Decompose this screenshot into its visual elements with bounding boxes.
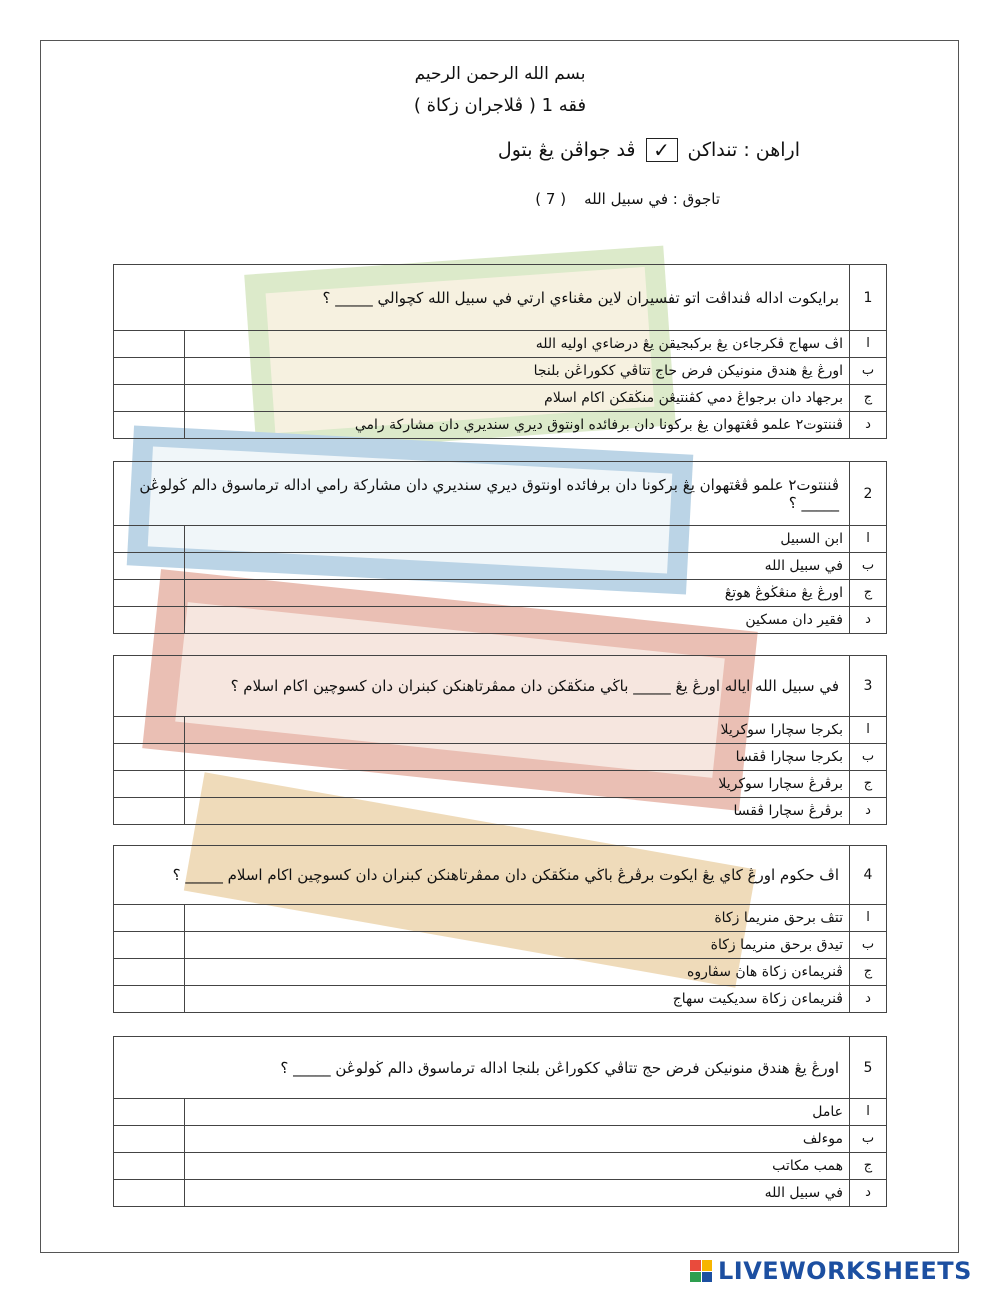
question-text: اورڠ يڠ هندق منونيکن فرض حج تتاڤي ککوراڠن بلنجا اداله ترماسوق دالم ڬولوڠن _____ ؟ bbox=[280, 1058, 839, 1077]
option-text: همب مکاتب bbox=[184, 1153, 849, 1179]
liveworksheets-logo[interactable] bbox=[690, 1258, 990, 1284]
basmalah-heading: بسم الله الرحمن الرحيم bbox=[414, 64, 586, 84]
answer-box[interactable] bbox=[114, 986, 184, 1012]
question-row bbox=[114, 1037, 886, 1099]
option-row[interactable] bbox=[114, 744, 886, 771]
option-row[interactable] bbox=[114, 580, 886, 607]
answer-box[interactable] bbox=[114, 412, 184, 438]
option-text: بکرجا سچارا سوکريلا bbox=[184, 717, 849, 743]
answer-box[interactable] bbox=[114, 1153, 184, 1179]
liveworksheets-logo-icon bbox=[690, 1260, 712, 1282]
option-text: ڤنريماءن زکاة سديکيت سهاج bbox=[184, 986, 849, 1012]
question-row bbox=[114, 265, 886, 331]
topic-row bbox=[460, 190, 720, 208]
option-text: تتڤ برحق منريما زکاة bbox=[184, 905, 849, 931]
option-letter: ا bbox=[849, 717, 886, 743]
option-text: ڤننتوت٢ علمو ڤڠتهوان يڠ برکونا دان برفائده اونتوق ديري سنديري دان مشارکة رامي bbox=[184, 412, 849, 438]
option-letter: ج bbox=[849, 959, 886, 985]
option-row[interactable] bbox=[114, 986, 886, 1012]
answer-box[interactable] bbox=[114, 526, 184, 552]
option-letter: ج bbox=[849, 771, 886, 797]
option-letter: د bbox=[849, 1180, 886, 1206]
answer-box[interactable] bbox=[114, 717, 184, 743]
option-text: في سبيل الله bbox=[184, 553, 849, 579]
option-letter: ا bbox=[849, 526, 886, 552]
question-1 bbox=[113, 264, 887, 439]
option-text: في سبيل الله bbox=[184, 1180, 849, 1206]
option-row[interactable] bbox=[114, 358, 886, 385]
question-row bbox=[114, 846, 886, 905]
option-row[interactable] bbox=[114, 412, 886, 438]
answer-box[interactable] bbox=[114, 1180, 184, 1206]
question-text: في سبيل الله اياله اورڠ يڠ _____ باڬي منڬقکن دان ممڤرتاهنکن کبنران دان کسوچين اکام اسلام ؟ bbox=[230, 677, 839, 695]
question-text: ڤننتوت٢ علمو ڤڠتهوان يڠ برکونا دان برفائده اونتوق ديري سنديري دان مشارکة رامي اداله ترماسوق دالم ڬولوڠن _____ ؟ bbox=[139, 475, 839, 512]
option-text: اورڠ يڠ منڠڬوڠ هوتڠ bbox=[184, 580, 849, 606]
answer-box[interactable] bbox=[114, 959, 184, 985]
subject-title: فقه 1 ( ڤلاجران زكاة ) bbox=[413, 95, 587, 116]
answer-box[interactable] bbox=[114, 607, 184, 633]
option-row[interactable] bbox=[114, 717, 886, 744]
option-row[interactable] bbox=[114, 771, 886, 798]
option-row[interactable] bbox=[114, 1153, 886, 1180]
option-text: برجهاد دان برجواڠ دمي کڤنتيڠن منڬقکن اکام اسلام bbox=[184, 385, 849, 411]
option-row[interactable] bbox=[114, 607, 886, 633]
question-3 bbox=[113, 655, 887, 825]
question-2 bbox=[113, 461, 887, 634]
question-text: اڤ حکوم اورڠ کاي يڠ ايکوت برڤرڠ باڬي منڬقکن دان ممڤرتاهنکن کبنران دان کسوچين اکام اسلام _____ ؟ bbox=[172, 866, 839, 884]
option-letter: د bbox=[849, 607, 886, 633]
option-letter: د bbox=[849, 798, 886, 824]
brand-name: LIVEWORKSHEETS bbox=[718, 1257, 972, 1285]
option-letter: ج bbox=[849, 580, 886, 606]
question-4 bbox=[113, 845, 887, 1013]
answer-box[interactable] bbox=[114, 932, 184, 958]
question-number: 5 bbox=[849, 1037, 886, 1098]
question-number: 3 bbox=[849, 656, 886, 716]
topic-number: ( 7 ) bbox=[535, 190, 567, 208]
answer-box[interactable] bbox=[114, 771, 184, 797]
option-letter: ب bbox=[849, 744, 886, 770]
option-letter: ب bbox=[849, 358, 886, 384]
question-text: برايكوت اداله ڤنداڤت اتو تفسيران لاين مڠناءي ارتي في سبيل الله کچوالي _____ ؟ bbox=[322, 288, 839, 307]
option-text: عامل bbox=[184, 1099, 849, 1125]
instruction-line bbox=[440, 138, 800, 162]
option-row[interactable] bbox=[114, 1126, 886, 1153]
option-row[interactable] bbox=[114, 905, 886, 932]
answer-box[interactable] bbox=[114, 331, 184, 357]
option-letter: د bbox=[849, 986, 886, 1012]
question-number: 1 bbox=[849, 265, 886, 330]
option-row[interactable] bbox=[114, 331, 886, 358]
option-text: بکرجا سچارا ڤقسا bbox=[184, 744, 849, 770]
option-row[interactable] bbox=[114, 932, 886, 959]
question-number: 4 bbox=[849, 846, 886, 904]
question-number: 2 bbox=[849, 462, 886, 525]
instruction-text: اراهن : تنداکن bbox=[687, 139, 800, 161]
question-row bbox=[114, 462, 886, 526]
option-letter: ج bbox=[849, 385, 886, 411]
instruction-tail: ڤد جواڤن يڠ بتول bbox=[497, 139, 636, 161]
answer-box[interactable] bbox=[114, 580, 184, 606]
option-row[interactable] bbox=[114, 385, 886, 412]
option-letter: ب bbox=[849, 932, 886, 958]
topic-label: تاجوق : في سبيل الله bbox=[584, 190, 720, 208]
answer-box[interactable] bbox=[114, 1126, 184, 1152]
answer-box[interactable] bbox=[114, 798, 184, 824]
option-row[interactable] bbox=[114, 526, 886, 553]
option-letter: ا bbox=[849, 331, 886, 357]
answer-box[interactable] bbox=[114, 1099, 184, 1125]
option-text: برڤرڠ سچارا سوکريلا bbox=[184, 771, 849, 797]
option-row[interactable] bbox=[114, 553, 886, 580]
option-text: اورڠ يڠ هندق منونيکن فرض حاج تتاڤي ککوراڠن بلنجا bbox=[184, 358, 849, 384]
option-letter: ب bbox=[849, 553, 886, 579]
option-text: تيدق برحق منريما زکاة bbox=[184, 932, 849, 958]
option-text: ابن السبيل bbox=[184, 526, 849, 552]
answer-box[interactable] bbox=[114, 905, 184, 931]
option-row[interactable] bbox=[114, 959, 886, 986]
option-text: فقير دان مسکين bbox=[184, 607, 849, 633]
option-letter: ج bbox=[849, 1153, 886, 1179]
option-text: ڤنريماءن زکاة هاڽ سڤاروه bbox=[184, 959, 849, 985]
option-letter: د bbox=[849, 412, 886, 438]
option-text: موءلف bbox=[184, 1126, 849, 1152]
answer-box[interactable] bbox=[114, 744, 184, 770]
option-row[interactable] bbox=[114, 1180, 886, 1206]
option-row[interactable] bbox=[114, 798, 886, 824]
answer-box[interactable] bbox=[114, 553, 184, 579]
tick-mark-icon: ✓ bbox=[646, 138, 678, 162]
option-row[interactable] bbox=[114, 1099, 886, 1126]
option-text: اڤ سهاج ڤکرجاءن يڠ برکبجيقن يڠ درضاءي اوليه الله bbox=[184, 331, 849, 357]
option-letter: ا bbox=[849, 1099, 886, 1125]
question-row bbox=[114, 656, 886, 717]
option-text: برڤرڠ سچارا ڤقسا bbox=[184, 798, 849, 824]
answer-box[interactable] bbox=[114, 358, 184, 384]
answer-box[interactable] bbox=[114, 385, 184, 411]
option-letter: ا bbox=[849, 905, 886, 931]
option-letter: ب bbox=[849, 1126, 886, 1152]
question-5 bbox=[113, 1036, 887, 1207]
